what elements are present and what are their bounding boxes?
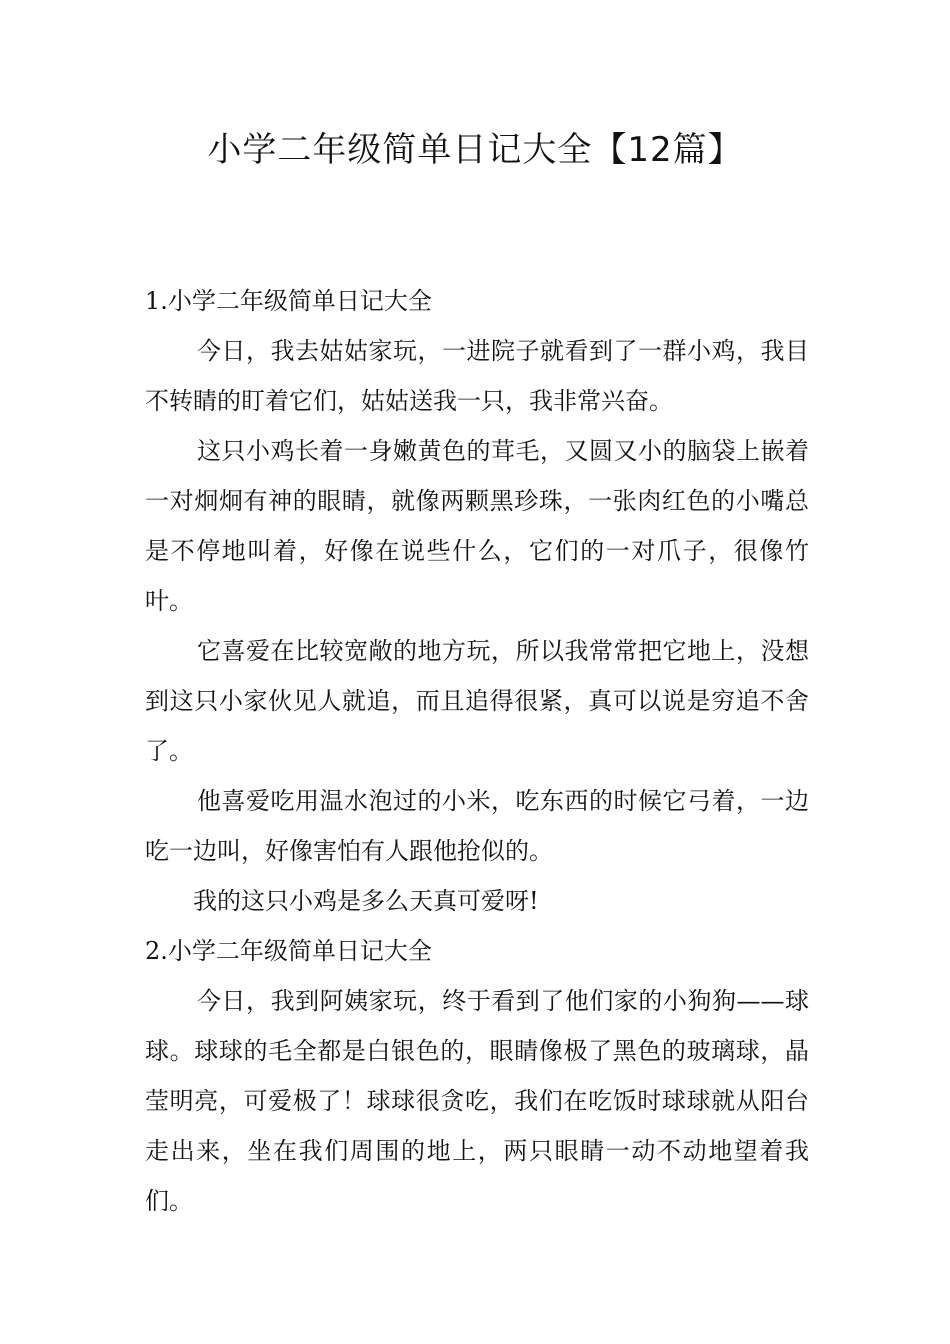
paragraph: 我的这只小鸡是多么天真可爱呀! [193, 887, 539, 915]
paragraph: 这只小鸡长着一身嫩黄色的茸毛，又圆又小的脑袋上嵌着一对炯炯有神的眼睛，就像两颗黑珍珠，一张肉红色的小嘴总是不停地叫着，好像在说些什么，它们的一对爪子，很像竹叶。 [145, 437, 809, 615]
document-title: 小学二年级简单日记大全【12篇】 [207, 130, 743, 170]
document-body [145, 276, 809, 1226]
paragraph: 他喜爱吃用温水泡过的小米，吃东西的时候它弓着，一边吃一边叫，好像害怕有人跟他抢似的。 [145, 787, 809, 865]
paragraph: 它喜爱在比较宽敞的地方玩，所以我常常把它地上，没想到这只小家伙见人就追，而且追得很紧，真可以说是穷追不舍了。 [145, 637, 809, 765]
section-heading-1: 1.小学二年级简单日记大全 [145, 287, 432, 315]
paragraph: 今日，我去姑姑家玩，一进院子就看到了一群小鸡，我目不转睛的盯着它们，姑姑送我一只，我非常兴奋。 [145, 337, 809, 415]
paragraph: 今日，我到阿姨家玩，终于看到了他们家的小狗狗——球球。球球的毛全都是白银色的，眼睛像极了黑色的玻璃球，晶莹明亮，可爱极了！球球很贪吃，我们在吃饭时球球就从阳台走出来，坐在我们周围的地上，两只眼睛一动不动地望着我们。 [145, 987, 809, 1215]
section-heading-2: 2.小学二年级简单日记大全 [145, 937, 432, 965]
